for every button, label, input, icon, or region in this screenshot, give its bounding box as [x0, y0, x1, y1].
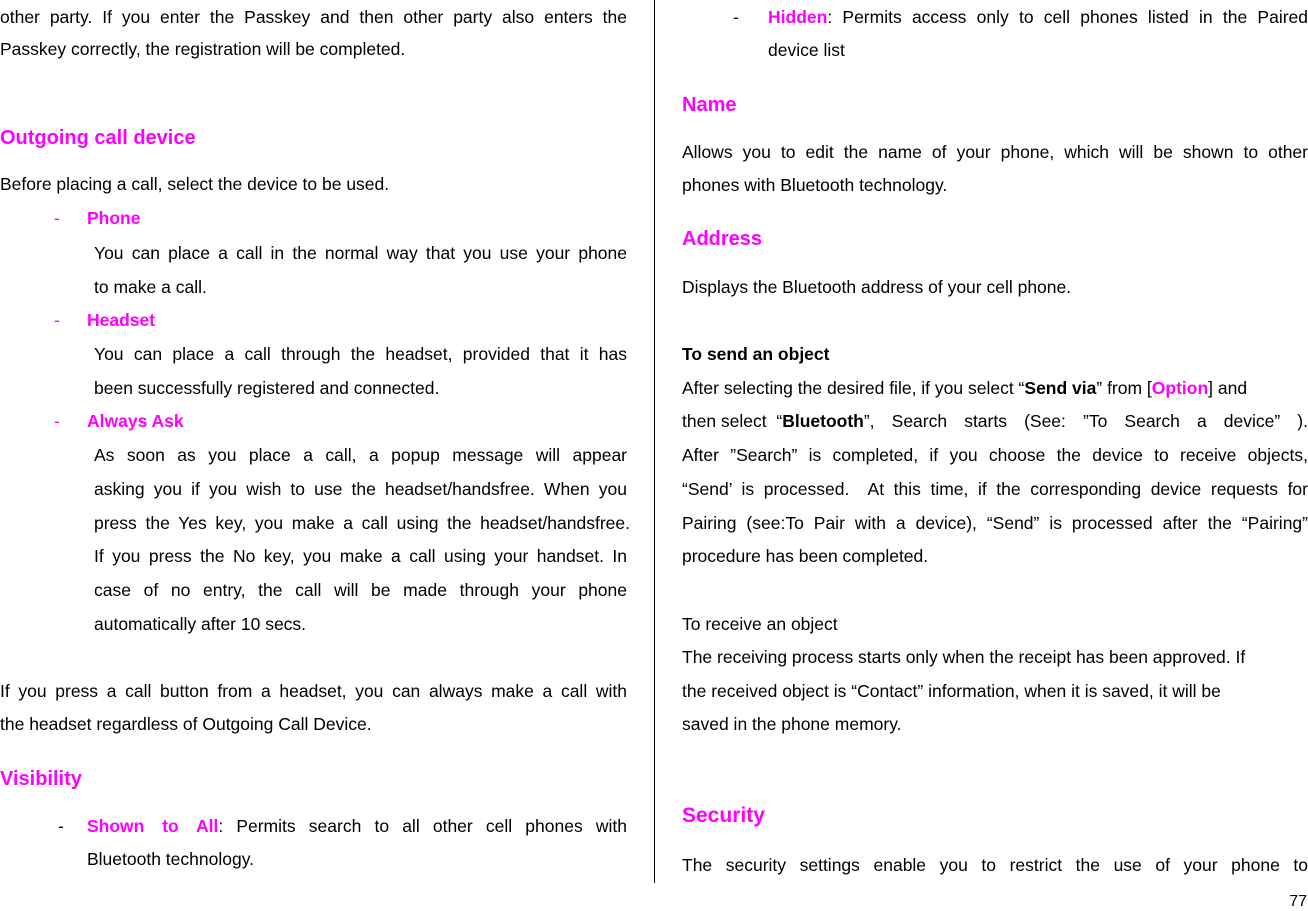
- headset-line-1: You can place a call through the headset, provided that it has: [94, 344, 627, 364]
- hidden-line-2: device list: [768, 40, 845, 60]
- shown-to-all-line-2: Bluetooth technology.: [87, 849, 255, 869]
- bluetooth-label: Bluetooth: [782, 411, 864, 431]
- send-line-2-c: ”, Search starts (See: ”To Search a device” ).: [863, 411, 1308, 431]
- name-line-2: phones with Bluetooth technology.: [682, 175, 948, 195]
- shown-to-all-line-1: [87, 818, 627, 836]
- security-heading: Security: [682, 804, 765, 827]
- security-line-1: The security settings enable you to restrict the use of your phone to: [682, 855, 1308, 875]
- send-heading: To send an object: [682, 344, 830, 364]
- phone-line-1: You can place a call in the normal way that you use your phone: [94, 243, 627, 263]
- name-heading: Name: [682, 94, 737, 116]
- hidden-title: Hidden: [768, 7, 828, 27]
- always-ask-line-6: automatically after 10 secs.: [94, 614, 307, 634]
- send-line-5: Pairing (see:To Pair with a device), “Send” is processed after the “Pairing”: [682, 513, 1308, 533]
- always-ask-line-3: press the Yes key, you make a call using the headset/handsfree.: [94, 513, 630, 533]
- send-line-1: [682, 380, 1308, 398]
- always-ask-line-2: asking you if you wish to use the headset/handsfree. When you: [94, 479, 627, 499]
- address-heading: Address: [682, 228, 763, 250]
- address-line-1: Displays the Bluetooth address of your cell phone.: [682, 277, 1072, 297]
- bullet-dash: -: [54, 208, 60, 228]
- headset-title: Headset: [87, 310, 156, 330]
- intro-line-1: other party. If you enter the Passkey and then other party also enters the: [0, 7, 627, 27]
- outgoing-note-line-1: If you press a call button from a headset, you can always make a call with: [0, 681, 627, 701]
- always-ask-line-4: If you press the No key, you make a call using your handset. In: [94, 546, 627, 566]
- intro-line-2: Passkey correctly, the registration will be completed.: [0, 39, 406, 59]
- outgoing-intro: Before placing a call, select the device to be used.: [0, 174, 390, 194]
- send-line-4: “Send’ is processed. At this time, if the corresponding device requests for: [682, 479, 1308, 499]
- send-text-e: ] and: [1208, 378, 1248, 398]
- receive-heading: To receive an object: [682, 614, 838, 634]
- phone-line-2: to make a call.: [94, 277, 207, 297]
- send-line-3: After ”Search” is completed, if you choose the device to receive objects,: [682, 445, 1308, 465]
- always-ask-line-5: case of no entry, the call will be made through your phone: [94, 580, 627, 600]
- always-ask-title: Always Ask: [87, 411, 184, 431]
- bullet-dash: -: [733, 7, 739, 27]
- receive-line-1: The receiving process starts only when the receipt has been approved. If: [682, 647, 1246, 667]
- send-line-6: procedure has been completed.: [682, 546, 929, 566]
- bullet-dash: -: [54, 310, 60, 330]
- send-line-1-text: [682, 380, 1247, 398]
- bullet-dash: -: [58, 816, 64, 836]
- headset-line-2: been successfully registered and connected.: [94, 378, 440, 398]
- name-line-1: Allows you to edit the name of your phone, which will be shown to other: [682, 142, 1308, 162]
- send-text-a: After selecting the desired file, if you select “: [682, 378, 1025, 398]
- outgoing-note-line-2: the headset regardless of Outgoing Call Device.: [0, 714, 372, 734]
- receive-line-2: the received object is “Contact” information, when it is saved, it will be: [682, 681, 1221, 701]
- outgoing-heading: Outgoing call device: [0, 127, 196, 149]
- always-ask-line-1: As soon as you place a call, a popup message will appear: [94, 445, 627, 465]
- visibility-heading: Visibility: [0, 768, 82, 790]
- page-number: 77: [1289, 893, 1307, 910]
- bullet-dash: -: [54, 411, 60, 431]
- column-divider: [654, 0, 655, 883]
- hidden-text: : Permits access only to cell phones listed in the Paired: [827, 7, 1308, 27]
- send-line-2: [682, 413, 1308, 431]
- shown-to-all-text: : Permits search to all other cell phones with: [218, 816, 627, 836]
- phone-title: Phone: [87, 208, 141, 228]
- send-via-label: Send via: [1024, 378, 1097, 398]
- send-text-c: ” from [: [1096, 378, 1152, 398]
- send-line-2-a: then select “: [682, 411, 783, 431]
- hidden-line-1: [768, 9, 1308, 27]
- option-label: Option: [1151, 378, 1209, 398]
- receive-line-3: saved in the phone memory.: [682, 714, 902, 734]
- shown-to-all-title: Shown to All: [87, 816, 219, 836]
